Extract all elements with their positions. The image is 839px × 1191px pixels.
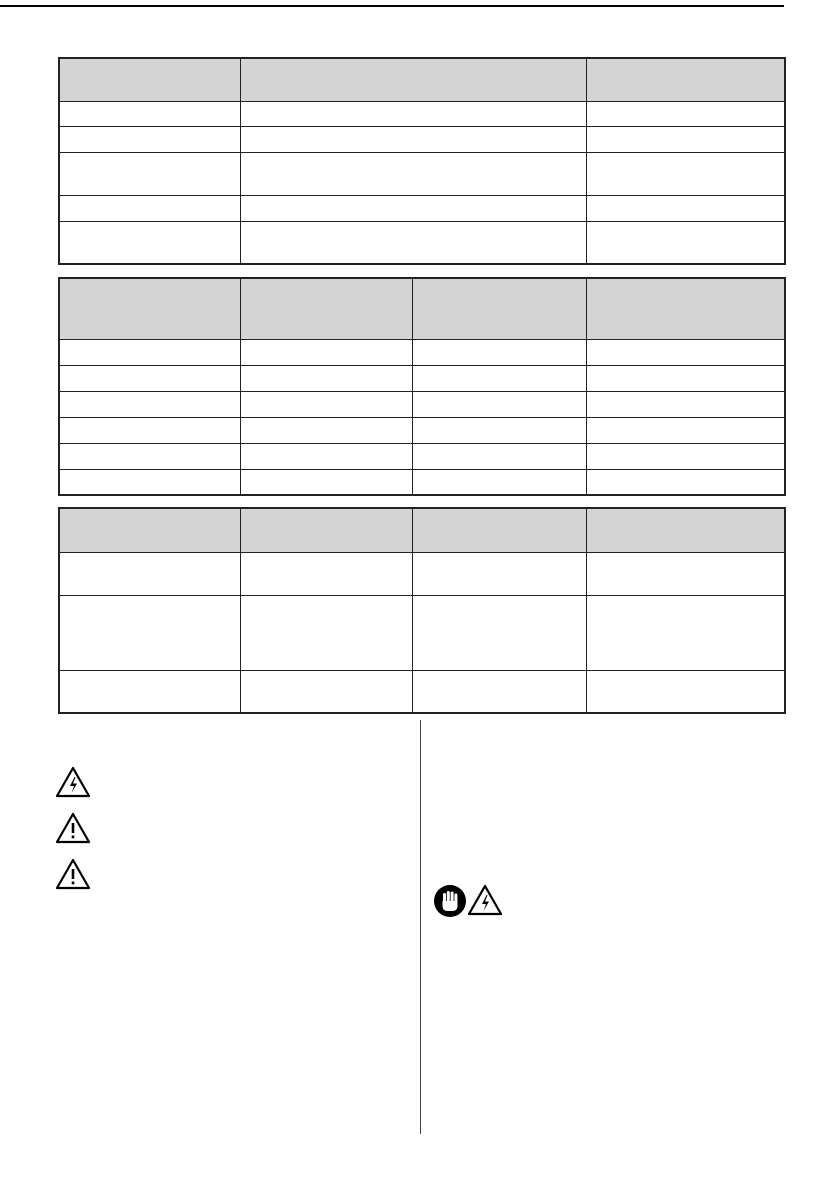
- header-cell: [412, 278, 586, 339]
- table-row: [59, 670, 785, 713]
- table-row: [59, 595, 785, 670]
- table-cell: [240, 417, 412, 443]
- table-row: [59, 221, 785, 264]
- table-cell: [586, 339, 785, 365]
- header-cell: [59, 58, 240, 101]
- table-cell: [240, 443, 412, 469]
- table-row: [59, 365, 785, 391]
- table-cell: [59, 670, 240, 713]
- header-cell: [59, 508, 240, 552]
- table-cell: [59, 391, 240, 417]
- spec-table-2: [58, 277, 786, 496]
- table-cell: [412, 365, 586, 391]
- table-cell: [412, 443, 586, 469]
- table-cell: [240, 152, 586, 195]
- table-cell: [240, 552, 412, 595]
- table-cell: [240, 126, 586, 152]
- column-divider: [420, 720, 421, 1134]
- header-cell: [240, 278, 412, 339]
- table-row: [59, 552, 785, 595]
- table-cell: [59, 221, 240, 264]
- spec-table-1: [58, 57, 786, 265]
- table-cell: [586, 152, 785, 195]
- table-row: [59, 101, 785, 126]
- table-row: [59, 195, 785, 221]
- table-cell: [240, 595, 412, 670]
- table-header-row: [59, 508, 785, 552]
- table-row: [59, 391, 785, 417]
- table-cell: [240, 365, 412, 391]
- electric-shock-warning-icon: [467, 884, 503, 916]
- table-cell: [240, 101, 586, 126]
- table-header-row: [59, 58, 785, 101]
- table-cell: [59, 595, 240, 670]
- stop-hand-icon: [433, 884, 467, 918]
- table-row: [59, 443, 785, 469]
- table-cell: [412, 670, 586, 713]
- header-cell: [240, 508, 412, 552]
- table-cell: [586, 391, 785, 417]
- header-cell: [59, 278, 240, 339]
- table-cell: [586, 552, 785, 595]
- table-cell: [412, 417, 586, 443]
- table-cell: [586, 443, 785, 469]
- table-cell: [59, 152, 240, 195]
- general-warning-icon: [55, 858, 91, 890]
- table-cell: [586, 670, 785, 713]
- table-header-row: [59, 278, 785, 339]
- table-cell: [240, 670, 412, 713]
- table-row: [59, 126, 785, 152]
- spec-table-3: [58, 507, 786, 714]
- table-cell: [240, 339, 412, 365]
- table-cell: [586, 101, 785, 126]
- table-cell: [240, 195, 586, 221]
- table-cell: [586, 417, 785, 443]
- table-cell: [586, 126, 785, 152]
- header-cell: [586, 58, 785, 101]
- table-cell: [412, 552, 586, 595]
- table-row: [59, 152, 785, 195]
- table-cell: [586, 365, 785, 391]
- table-cell: [586, 195, 785, 221]
- table-cell: [412, 339, 586, 365]
- table-cell: [59, 195, 240, 221]
- header-cell: [586, 508, 785, 552]
- table-cell: [586, 221, 785, 264]
- table-cell: [59, 339, 240, 365]
- table-cell: [412, 469, 586, 495]
- table-row: [59, 339, 785, 365]
- header-cell: [240, 58, 586, 101]
- table-cell: [59, 443, 240, 469]
- table-cell: [59, 365, 240, 391]
- table-cell: [240, 469, 412, 495]
- table-cell: [59, 417, 240, 443]
- electric-shock-warning-icon: [55, 766, 91, 798]
- general-warning-icon: [55, 812, 91, 844]
- top-rule: [0, 0, 784, 7]
- header-cell: [412, 508, 586, 552]
- table-cell: [59, 552, 240, 595]
- header-cell: [586, 278, 785, 339]
- table-cell: [59, 101, 240, 126]
- table-cell: [412, 595, 586, 670]
- table-cell: [586, 595, 785, 670]
- table-cell: [586, 469, 785, 495]
- table-row: [59, 469, 785, 495]
- table-cell: [240, 391, 412, 417]
- table-cell: [240, 221, 586, 264]
- table-cell: [59, 469, 240, 495]
- table-row: [59, 417, 785, 443]
- table-cell: [412, 391, 586, 417]
- table-cell: [59, 126, 240, 152]
